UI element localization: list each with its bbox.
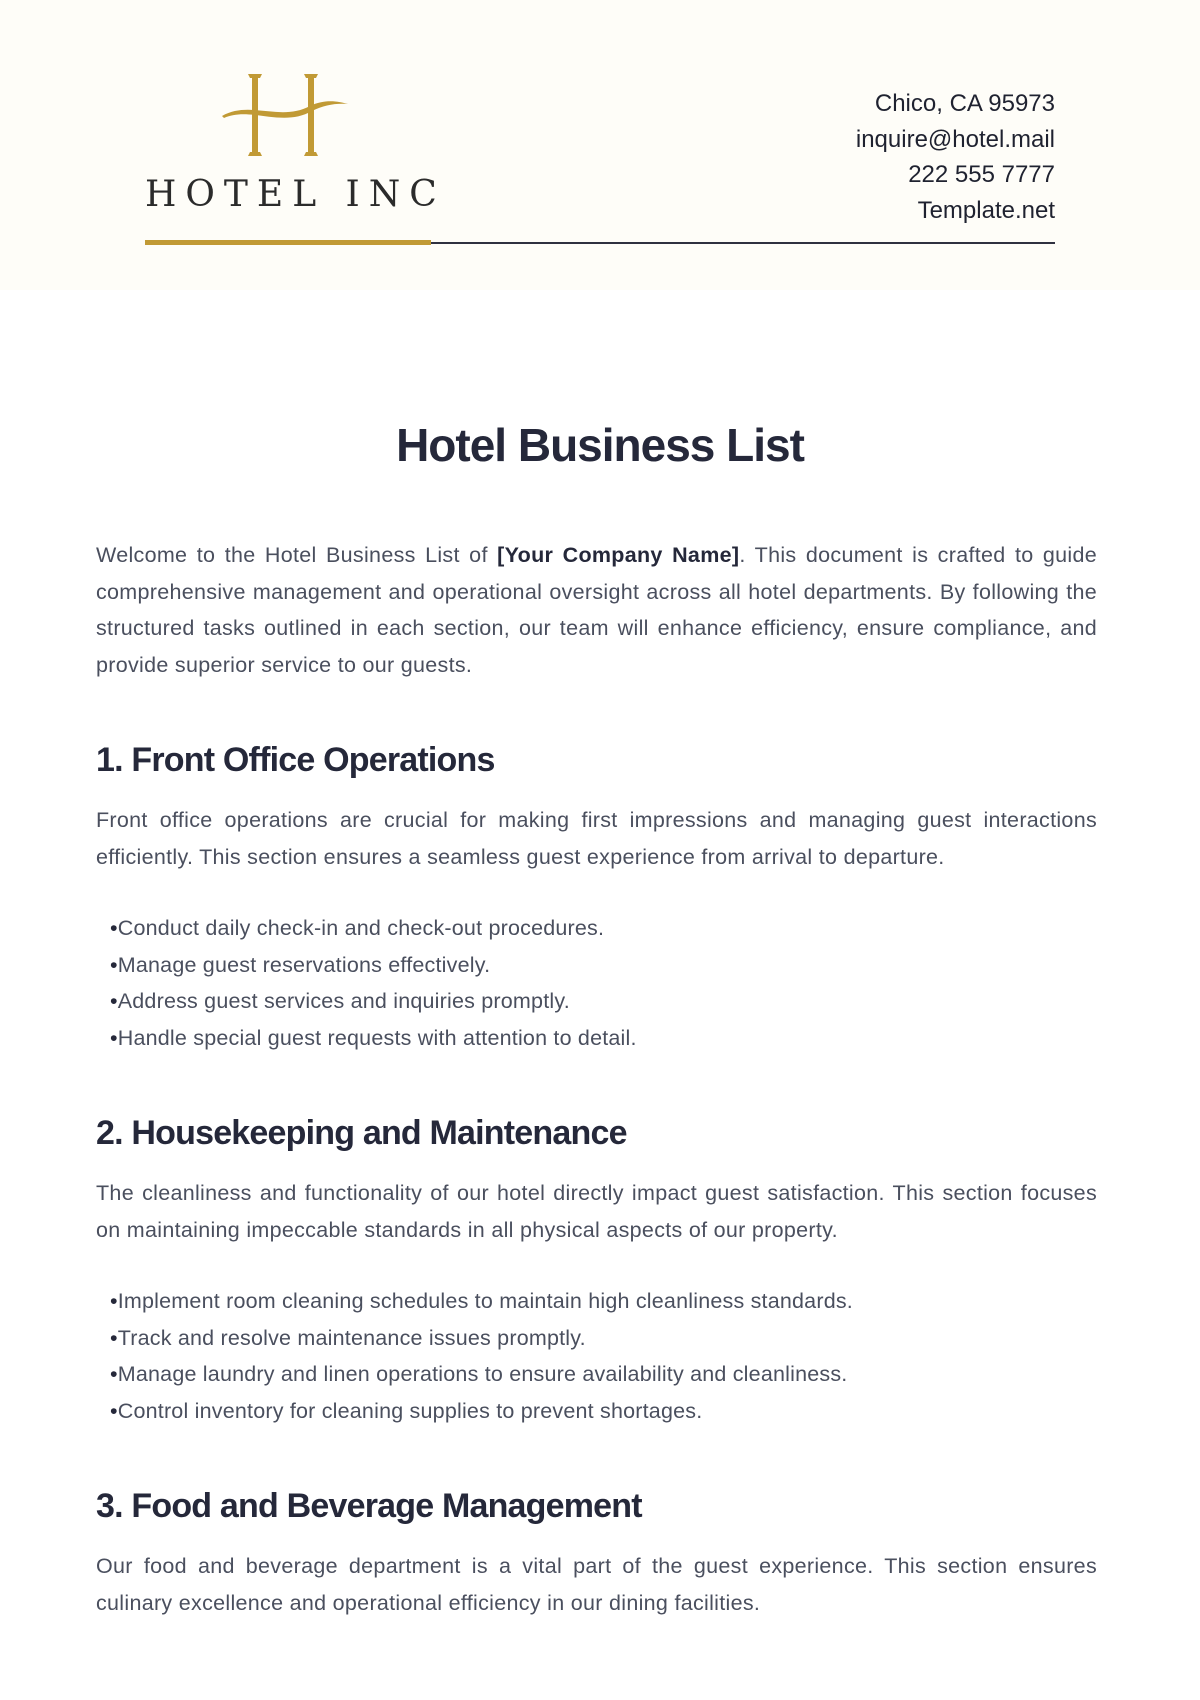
intro-text-start: Welcome to the Hotel Business List of (96, 543, 498, 567)
intro-paragraph (96, 537, 1097, 683)
list-item: • Conduct daily check-in and check-out procedures. (110, 910, 1097, 947)
section-description-front-office: Front office operations are crucial for making first impressions and managing guest interactions efficiently. This section ensures a seamless guest experience from arrival to departure. (96, 808, 1097, 869)
list-item: • Address guest services and inquiries promptly. (110, 983, 1097, 1020)
contact-block (856, 86, 1055, 228)
contact-email[interactable]: inquire@hotel.mail (855, 125, 1055, 153)
company-name: HOTEL INC (145, 174, 446, 215)
section-heading-housekeeping: 2. Housekeeping and Maintenance (96, 1114, 627, 1152)
list-item: • Handle special guest requests with attention to detail. (110, 1020, 1097, 1057)
hotel-h-monogram-icon (220, 70, 350, 160)
list-item: • Implement room cleaning schedules to maintain high cleanliness standards. (110, 1283, 1097, 1320)
list-item: • Track and resolve maintenance issues promptly. (110, 1320, 1097, 1357)
document-body (96, 537, 1097, 1621)
task-list-front-office (96, 910, 1097, 1056)
list-item: • Control inventory for cleaning supplies to prevent shortages. (110, 1393, 1097, 1430)
list-item: • Manage laundry and linen operations to ensure availability and cleanliness. (110, 1356, 1097, 1393)
intro-text-end: . This document is crafted to guide comprehensive management and operational oversight across all hotel departments. By following the structured tasks outlined in each section, our team will enhance efficiency, ensure compliance, and provide superior service to our guests. (96, 543, 1098, 677)
list-item: • Manage guest reservations effectively. (110, 947, 1097, 984)
section-description-food-beverage: Our food and beverage department is a vital part of the guest experience. This section ensures culinary excellence and operational efficiency in our dining facilities. (96, 1554, 1097, 1615)
section-heading-front-office: 1. Front Office Operations (96, 741, 495, 779)
section-description-housekeeping: The cleanliness and functionality of our hotel directly impact guest satisfaction. This section focuses on maintaining impeccable standards in all physical aspects of our property. (96, 1181, 1097, 1242)
contact-address: Chico, CA 95973 (874, 90, 1055, 117)
contact-website[interactable]: Template.net (917, 196, 1055, 224)
contact-phone: 222 555 7777 (908, 161, 1055, 188)
section-heading-food-beverage: 3. Food and Beverage Management (96, 1487, 642, 1525)
task-list-housekeeping (96, 1283, 1097, 1429)
document-title: Hotel Business List (396, 419, 804, 471)
company-logo (145, 70, 446, 220)
header-accent-divider (145, 240, 431, 245)
company-placeholder: [Your Company Name] (497, 543, 740, 567)
